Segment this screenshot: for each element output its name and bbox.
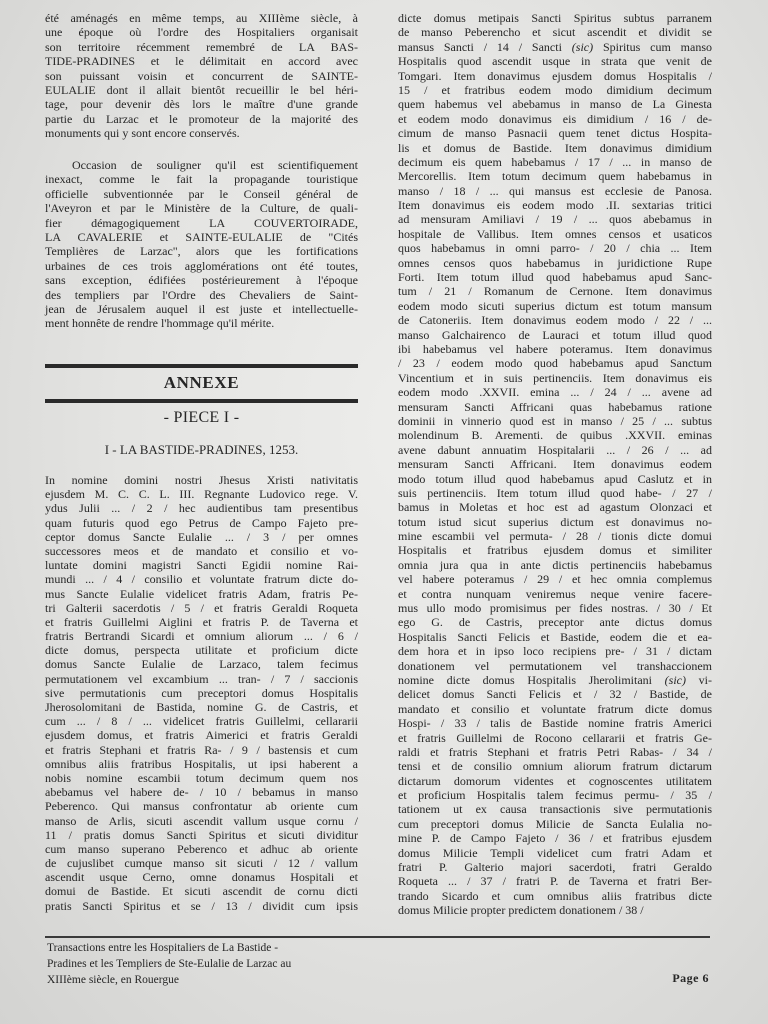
intro-paragraph (45, 11, 358, 141)
text-line: et fratris Stephani et fratris Ra- / 9 / bastensis et cum (45, 742, 358, 757)
text-line: ejusdem M. C. C. L. III. Regnante Ludovico rege. V. (45, 487, 358, 502)
text-line: dem hora et in ipso loco recipiens pre- / 31 / dictam (398, 644, 712, 659)
text-line: cum preceptori domus Milicie de Sancta Eulalia no- (398, 816, 712, 831)
text-line: mus Sancte Eulalie videlicet fratris Adam, fratris Pe- (45, 586, 358, 601)
text-line: de cujuslibet cumque manso sit sicuti / 12 / vallum (45, 856, 358, 871)
text-line: bamus in Moletas et hoc est ad agastum Olonzaci et (398, 500, 712, 515)
text-line: Peberenco. Qui mansus confrontatur ab oriente cum (45, 799, 358, 814)
text-line: manso / 18 / ... qui mansus est ecclesie de Panosa. (398, 183, 712, 198)
text-line: manso de Arlis, sicuti ascendit vallum usque cornu / (45, 813, 358, 828)
text-line: dicte domus metipais Sancti Spiritus subtus parranem (398, 11, 712, 25)
text-line: domus Milicie Templi videlicet cum fratri Adam et (398, 845, 712, 860)
text-line: raldi et fratris Stephani et fratris Petri Rabas- / 34 / (398, 744, 712, 759)
text-line: tri Galterii sacerdotis / 5 / et fratris Geraldi Roqueta (45, 600, 358, 615)
text-line: nomine dicte domus Hospitalis Jherolimitani (sic) vi- (398, 672, 712, 687)
charter-text-right (398, 11, 712, 918)
text-line: Tomgari. Item donavimus ejusdem domus Hospitalis / (398, 68, 712, 83)
text-line: In nomine domini nostri Jhesus Xristi nativitatis (45, 473, 358, 487)
text-line: hospitale de Vallibus. Item omnes censos et usaticos (398, 226, 712, 241)
text-line: Occasion de souligner qu'il est scientifiquement (72, 158, 358, 172)
text-line: vel habere poteramus / 29 / et hec omnia complemus (398, 572, 712, 587)
text-line: donationem vel permutationem vel transhaccionem (398, 658, 712, 673)
text-line: urbaines de ces trois agglomérations ont été toutes, (45, 258, 358, 273)
text-line: Item donavimus eis eodem modo .II. sextarias tritici (398, 198, 712, 213)
text-line: domus Milicie propter predictem donationem / 38 / (398, 903, 644, 918)
text-line: delicet domus Sancti Felicis et / 32 / Bastide, de (398, 687, 712, 702)
text-line: partie du Larzac et le promoteur de la majorité des (45, 111, 358, 126)
text-line: jean de Jérusalem auquel il est juste et intellectuelle- (45, 301, 358, 316)
text-line: des templiers par l'Ordre des Chevaliers de Saint- (45, 287, 358, 302)
text-line: manso Galchairenco de Lauraci et totum illud quod (398, 327, 712, 342)
text-line: son puissant voisin et concurrent de SAINTE- (45, 68, 358, 83)
text-line: une époque où l'ordre des Hospitaliers organisait (45, 25, 358, 40)
text-line: lis et domus de Bastide. Item donavimus dimidium (398, 140, 712, 155)
text-line: tum / 21 / Romanum de Cernone. Item donavimus (398, 284, 712, 299)
text-line: modo totum illud quod habebamus apud Caslutz et in (398, 471, 712, 486)
text-line: de Catoneriis. Item donavimus eodem modo / 22 / ... (398, 313, 712, 328)
text-line: été aménagés en même temps, au XIIIème siècle, à (45, 11, 358, 25)
text-line: avene dabunt annuatim Hospitalarii ... / 26 / ... ad (398, 442, 712, 457)
text-line: dictarum domorum videntes et cognoscentes utilitatem (398, 773, 712, 788)
text-line: mine escambii vel permuta- / 28 / tionis dicte domui (398, 529, 712, 544)
text-line: suis pertinenciis. Item totum illud quod habe- / 27 / (398, 485, 712, 500)
text-line: et fratris Guillelmi de Rocono cellararii et fratris Ge- (398, 730, 712, 745)
text-line: ejusdem domus, et fratris Aimerici et fratris Geraldi (45, 728, 358, 743)
text-line: fier démagogiquement LA COUVERTOIRADE, (45, 215, 358, 230)
text-line: officielle subventionnée par le Conseil général de (45, 186, 358, 201)
charter-text-left (45, 473, 358, 913)
text-line: Forti. Item totum illud quod habebamus apud Sanc- (398, 270, 712, 285)
text-line: permutationem vel excambium ... tran- / 7 / saccionis (45, 671, 358, 686)
text-line: Mercorellis. Item totum decimum quem habebamus in (398, 169, 712, 184)
text-line: fratris Bertrandi Sicardi et omnium aliorum ... / 6 / (45, 629, 358, 644)
text-line: eodem modo sicuti superius dictum est totum mansum (398, 298, 712, 313)
text-line: domus Sancte Eulalie de Larzaco, talem fecimus (45, 657, 358, 672)
text-line: mus ullo modo promisimus per fides nostras. / 30 / Et (398, 601, 712, 616)
text-line: monuments qui y sont encore conservés. (45, 126, 240, 141)
text-line: inexact, comme le fait la propagande touristique (45, 172, 358, 187)
text-line: mensuram Sancti Affricani. Item donavimus eodem (398, 457, 712, 472)
text-line: 15 / et fratribus eodem modo dimidium decimum (398, 82, 712, 97)
text-line: Templières de Larzac", alors que les fortifications (45, 244, 358, 259)
text-line: EULALIE dont il allait bientôt recueillir le bel héri- (45, 82, 358, 97)
text-line: nobis nomine escambii totum decimum quem nos (45, 770, 358, 785)
footer-caption (47, 940, 291, 988)
text-line: omnibus aliis fratribus Hospitalis, ut ipsi haberent a (45, 756, 358, 771)
text-line: / 23 / eodem modo quod habebamus apud Sanctum (398, 356, 712, 371)
text-line: Hospi- / 33 / talis de Bastide nomine fratris Americi (398, 716, 712, 731)
text-line: Vincentium et in suis pertinenciis. Item donavimus eis (398, 370, 712, 385)
text-line: totum istud sicut superius dictum est donavimus no- (398, 514, 712, 529)
text-line: ad mensuram Amiliavi / 19 / ... quos abebamus in (398, 212, 712, 227)
section-rule (45, 364, 358, 368)
text-line: fratri P. Galterio majori sacerdoti, fratri Geraldo (398, 860, 712, 875)
text-line: abebamus vel habere de- / 10 / bebamus in manso (45, 785, 358, 800)
text-line: mine P. de Campo Fajeto / 36 / et fratribus ejusdem (398, 831, 712, 846)
text-line: quem habemus vel abebamus in manso de La Ginesta (398, 97, 712, 112)
text-line: cum manso superano Peberenco et adhuc ab oriente (45, 841, 358, 856)
text-line: et proficium Hospitalis talem fecimus permu- / 35 / (398, 788, 712, 803)
text-line: LA CAVALERIE et SAINTE-EULALIE de "Cités (45, 229, 358, 244)
text-line: mansus Sancti / 14 / Sancti (sic) Spiritus cum manso (398, 39, 712, 54)
text-line: decimum eis quem habebamus / 17 / ... in manso de (398, 154, 712, 169)
text-line: quam futuris quod ego Petrus de Campo Fajeto pre- (45, 515, 358, 530)
text-line: ydus Julii ... / 2 / hec audientibus tam presentibus (45, 501, 358, 516)
text-line: omnia jura qua in ante dictis pertinenciis habebamus (398, 557, 712, 572)
text-line: Roqueta ... / 37 / fratri P. de Taverna et fratri Ber- (398, 874, 712, 889)
text-line: 11 / pratis domus Sancti Spiritus et sicuti dividitur (45, 827, 358, 842)
text-line: Hospitalis Sancti Felicis et Bastide, eodem die et ea- (398, 629, 712, 644)
text-line: cimum de manso Pasnacii quem tenet dictus Hospita- (398, 126, 712, 141)
text-line: pratis Sancti Spiritus et se / 13 / dividit cum ipsis (45, 898, 358, 913)
text-line: successores meos et de mandato et consilio et vo- (45, 543, 358, 558)
text-line: dicte domus, perspecta utilitate et proficium dicte (45, 643, 358, 658)
text-line: omnes censos quos habebamus in juridictione Rupe (398, 255, 712, 270)
text-line: Hospitalis quod ascendit usque in strata que venit de (398, 54, 712, 69)
text-line: ascendit usque Cerno, omne donamus Hospitali et (45, 870, 358, 885)
footer-rule (45, 936, 710, 938)
text-line: et eodem modo donavimus eis dimidium / 16 / de- (398, 111, 712, 126)
text-line: trando Sicardo et cum omnibus aliis fratribus dicte (398, 888, 712, 903)
text-line: son territoire récemment remembré de LA BAS- (45, 39, 358, 54)
footer-caption-line: Pradines et les Templiers de Ste-Eulalie de Larzac au (47, 958, 292, 970)
text-line: ceptor domus Sancte Eulalie ... / 3 / per omnes (45, 529, 358, 544)
footer-caption-line: Transactions entre les Hospitaliers de La Bastide - (47, 942, 279, 954)
section-rule (45, 399, 358, 403)
text-line: sive permutationis cum preceptori domus Hospitalis (45, 685, 358, 700)
text-line: ment honnête de rendre l'hommage qu'il mérite. (45, 316, 275, 331)
text-line: tage, pour devenir dès lors le maître d'une grande (45, 97, 358, 112)
text-line: luntate domini magistri Sancti Egidii nomine Rai- (45, 558, 358, 573)
text-line: dominii in vinnerio quod est in manso / 25 / ... subtus (398, 413, 712, 428)
text-line: tensi et de consilio omnium aliorum fratrum dictarum (398, 759, 712, 774)
text-line: ibi habebamus vel habere poteramus. Item donavimus (398, 341, 712, 356)
text-line: l'Aveyron et par le Ministère de la Culture, de quali- (45, 201, 358, 216)
text-line: sans exception, édifiées postérieurement à l'époque (45, 273, 358, 288)
text-line: Hospitalis et fratribus ejusdem domus et similiter (398, 543, 712, 558)
text-line: TIDE-PRADINES et le délimitait en accord avec (45, 54, 358, 69)
annex-title: ANNEXE (163, 373, 240, 392)
footer-caption-line: XIIIème siècle, en Rouergue (47, 974, 179, 986)
annex-document-heading: I - LA BASTIDE-PRADINES, 1253. (104, 442, 299, 457)
text-line: quos habebamus in omni parro- / 20 / chia ... Item (398, 241, 712, 256)
text-line: eodem modo .XXVII. emina ... / 24 / ... avene ad (398, 385, 712, 400)
text-line: Jherosolomitani de Bastida, nomine G. de Castris, et (45, 700, 358, 714)
text-line: tationem ut ex causa transactionis sive permutationis (398, 802, 712, 817)
text-line: cum ... / 8 / ... videlicet fratris Guillelmi, cellararii (45, 714, 358, 729)
annex-piece-label: - PIECE I - (163, 409, 240, 426)
page-number: Page 6 (672, 971, 709, 985)
text-line: de manso Peberencho et sicut ascendit et dividit se (398, 25, 712, 40)
text-line: mandato et consilio et voluntate fratrum dicte domus (398, 701, 712, 716)
text-line: et contra nunquam veniremus neque venire facere- (398, 586, 712, 601)
text-line: domui de Bastide. Et sicuti ascendit de cornu dicti (45, 884, 358, 899)
text-line: ego G. de Castris, preceptor ante dictus domus (398, 615, 712, 630)
text-line: mensuram Sancti Affricani quas habebamus ratione (398, 399, 712, 414)
text-line: molendinum B. Arementi. de quibus .XXVII. eminas (398, 428, 712, 443)
text-line: mundi ... / 4 / consilio et voluntate fratrum dicte do- (45, 572, 358, 587)
intro-paragraph (45, 158, 358, 331)
text-line: et fratris Guillelmi Aiglini et fratris P. de Taverna et (45, 614, 358, 629)
